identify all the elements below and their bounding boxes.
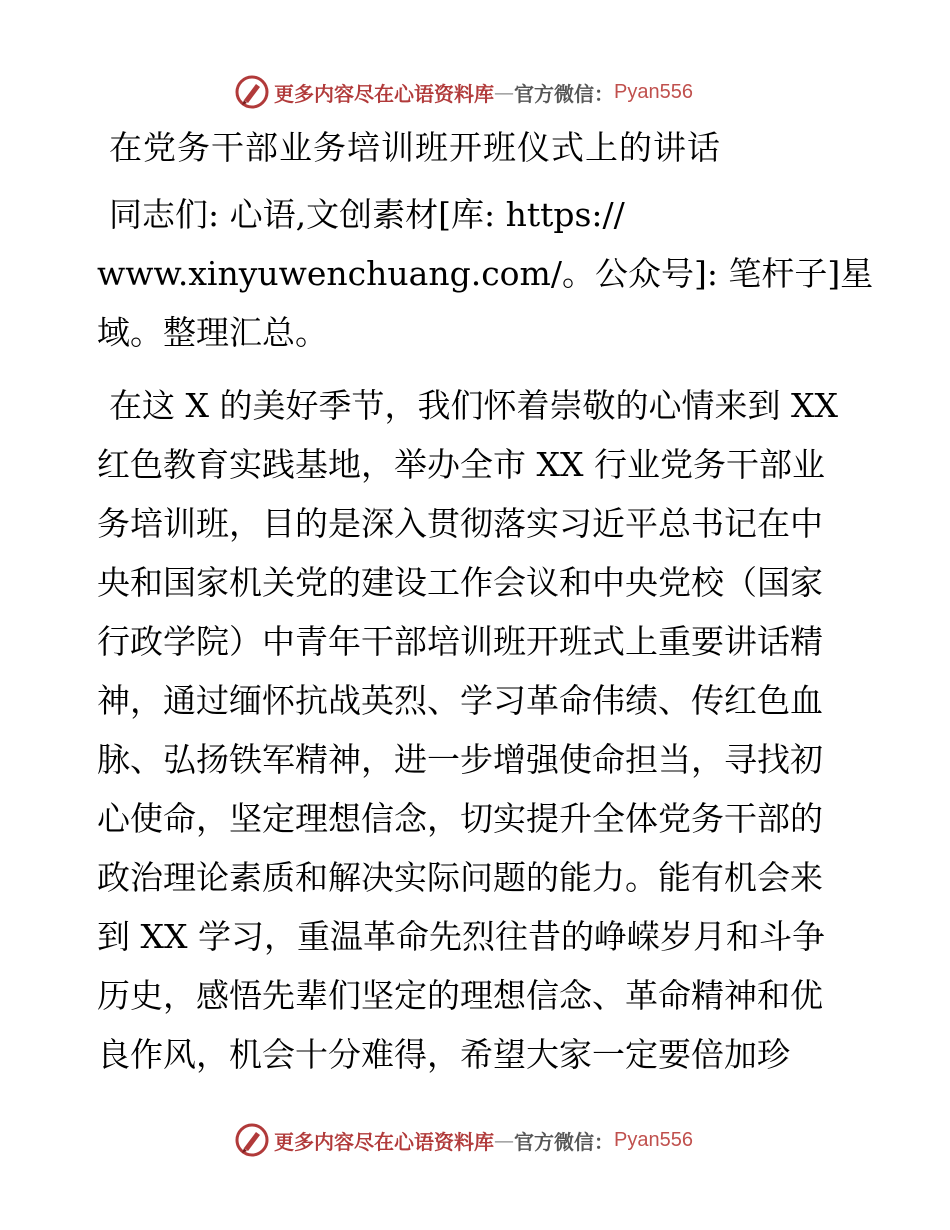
- banner-wechat-id: Pyan556: [614, 80, 693, 103]
- banner-separator: —: [494, 80, 514, 104]
- document-content: [97, 118, 874, 1084]
- page-title: 在党务干部业务培训班开班仪式上的讲话: [109, 128, 721, 167]
- banner-text: 更多内容尽在心语资料库: [274, 1129, 494, 1154]
- body-line: 心使命，坚定理想信念，切实提升全体党务干部的: [97, 799, 823, 838]
- body-line: 良作风，机会十分难得，希望大家一定要倍加珍: [97, 1035, 790, 1074]
- header-watermark-banner: [234, 72, 714, 112]
- body-paragraph: [97, 376, 857, 1084]
- greeting-line: www.xinyuwenchuang.com/。公众号]: 笔杆子]星: [97, 254, 874, 293]
- footer-watermark-banner: [234, 1120, 714, 1160]
- greeting-line: 域。整理汇总。: [97, 313, 328, 352]
- body-line: 脉、弘扬铁军精神，进一步增强使命担当，寻找初: [97, 740, 823, 779]
- body-line: 政治理论素质和解决实际问题的能力。能有机会来: [97, 858, 823, 897]
- banner-text: 更多内容尽在心语资料库: [274, 81, 494, 106]
- body-line: 务培训班，目的是深入贯彻落实习近平总书记在中: [97, 504, 823, 543]
- greeting-paragraph: [97, 185, 874, 362]
- body-line: 红色教育实践基地，举办全市 XX 行业党务干部业: [97, 445, 825, 484]
- banner-separator: —: [494, 1128, 514, 1152]
- body-line: 央和国家机关党的建设工作会议和中央党校（国家: [97, 563, 823, 602]
- banner-wechat-id: Pyan556: [614, 1128, 693, 1151]
- body-line: 到 XX 学习，重温革命先烈往昔的峥嵘岁月和斗争: [97, 917, 825, 956]
- banner-wechat-label: 官方微信：: [514, 81, 614, 106]
- banner-wechat-label: 官方微信：: [514, 1129, 614, 1154]
- body-line: 历史，感悟先辈们坚定的理想信念、革命精神和优: [97, 976, 823, 1015]
- body-line: 在这 X 的美好季节，我们怀着崇敬的心情来到 XX: [109, 386, 838, 425]
- pen-logo-icon: [234, 74, 270, 110]
- greeting-line: 同志们: 心语,文创素材[库: https://: [109, 195, 625, 234]
- body-line: 神，通过缅怀抗战英烈、学习革命伟绩、传红色血: [97, 681, 823, 720]
- body-line: 行政学院）中青年干部培训班开班式上重要讲话精: [97, 622, 823, 661]
- pen-logo-icon: [234, 1122, 270, 1158]
